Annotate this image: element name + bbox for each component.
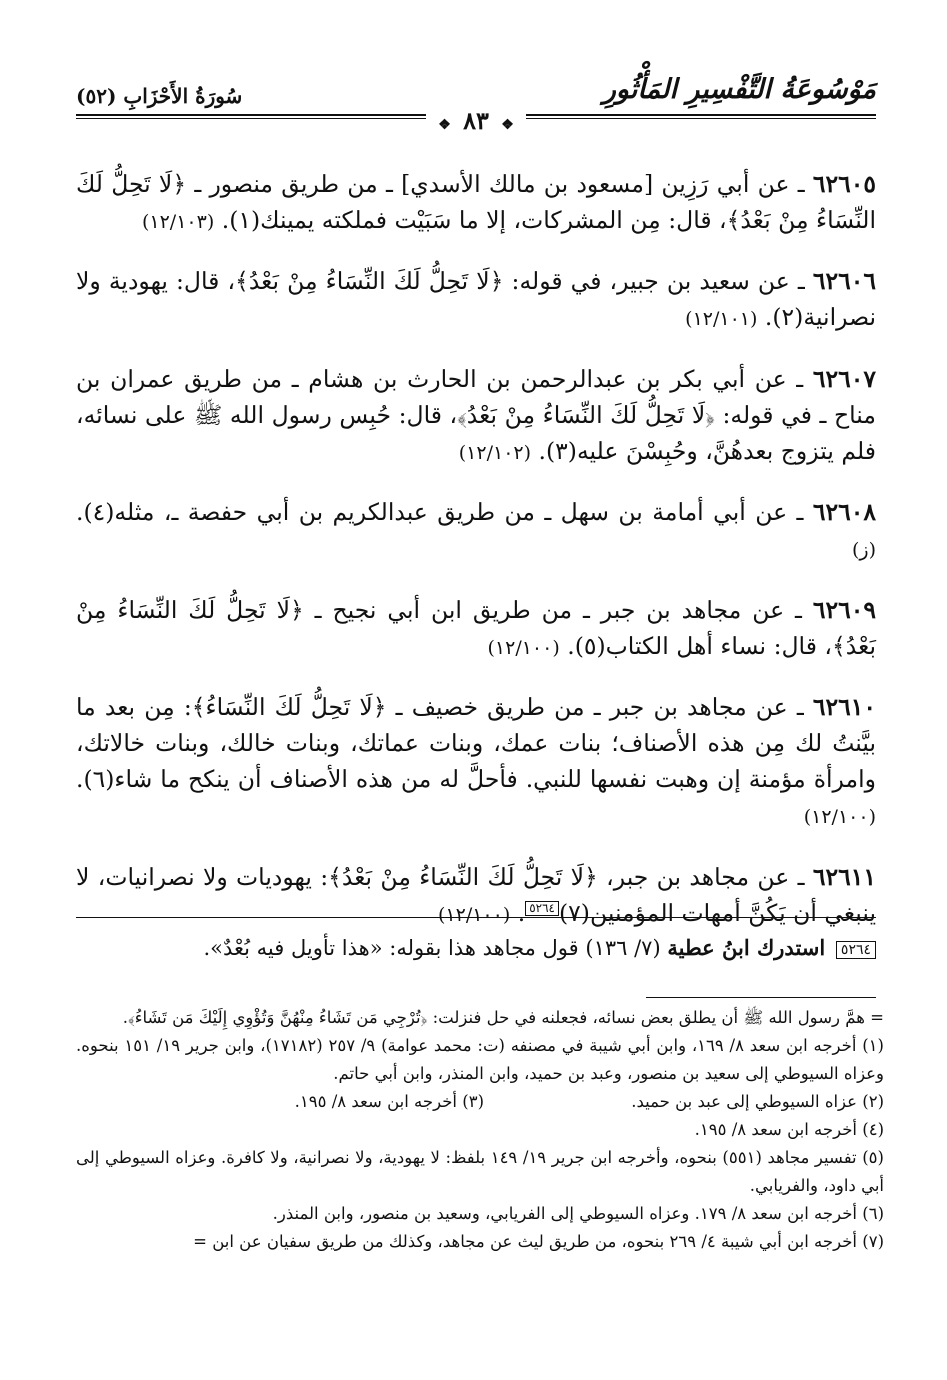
entry-reference: (١٢/١٠٠)	[803, 806, 876, 828]
ornament-icon: ❖	[501, 117, 514, 133]
footnotes	[76, 1004, 884, 1256]
comment-text: (٧/ ١٣٦) قول مجاهد هذا بقوله: «هذا تأويل فيه بُعْدٌ».	[203, 936, 661, 960]
footnote-continuation: = همَّ رسول الله ﷺ أن يطلق بعض نسائه، فجعلنه في حل فنزلت: ﴿تُرْجِي مَن تَشَاءُ مِنْهُنَّ وَتُؤْوِي إِلَيْكَ مَن تَشَاءُ﴾.	[122, 1008, 884, 1027]
entry	[76, 689, 876, 835]
footnote-6: (٦) أخرجه ابن سعد ٨/ ١٧٩. وعزاه السيوطي إلى الفريابي، وسعيد بن منصور، وابن المنذر.	[272, 1204, 884, 1223]
comment-separator	[76, 917, 876, 918]
entry-number: ٦٢٦٠٧	[812, 364, 876, 393]
entry-text: ـ عن أبي بكر بن عبدالرحمن بن الحارث بن هشام ـ من طريق عمران بن مناح ـ في قوله: ﴿لَا تَحِلُّ لَكَ النِّسَاءُ مِنْ بَعْدُ﴾، قال: حُبِس رسول الله ﷺ على نسائه، فلم يتزوج بعدهُنَّ، وحُبِسْنَ عليه(٣).	[76, 364, 876, 465]
footnote-1: (١) أخرجه ابن سعد ٨/ ١٦٩، وابن أبي شيبة في مصنفه (ت: محمد عوامة) ٩/ ٢٥٧ (١٧١٨٢)، وابن جرير ١٩/ ١٥١ بنحوه. وعزاه السيوطي إلى سعيد بن منصور، وعبد بن حميد، وابن المنذر، وابن أبي حاتم.	[76, 1036, 884, 1083]
entry-number: ٦٢٦٠٥	[812, 169, 876, 198]
entry-text: ـ عن سعيد بن جبير، في قوله: ﴿لَا تَحِلُّ لَكَ النِّسَاءُ مِنْ بَعْدُ﴾، قال: يهودية ولا نصرانية(٢).	[76, 267, 876, 331]
entry-reference: (١٢/١٠٣)	[141, 210, 215, 233]
footnote-7: (٧) أخرجه ابن أبي شيبة ٤/ ٢٦٩ بنحوه، من طريق ليث عن مجاهد، وكذلك من طريق سفيان عن ابن =	[193, 1232, 884, 1251]
entry	[76, 166, 876, 240]
footnote-row	[76, 1088, 884, 1116]
entry-text: ـ عن أبي أمامة بن سهل ـ من طريق عبدالكريم بن أبي حفصة ـ، مثله(٤).	[76, 498, 804, 526]
page	[76, 62, 884, 1362]
footnote-separator	[646, 997, 876, 998]
entry-text: ـ عن مجاهد بن جبر، ﴿لَا تَحِلُّ لَكَ النِّسَاءُ مِنْ بَعْدُ﴾: يهوديات ولا نصرانيات، لا ينبغي أن يَكُنَّ أمهات المؤمنين(٧)	[76, 862, 876, 927]
entries-list	[76, 142, 876, 940]
entry	[76, 494, 876, 568]
entry-text: ـ عن مجاهد بن جبر ـ من طريق ابن أبي نجيح ـ ﴿لَا تَحِلُّ لَكَ النِّسَاءُ مِنْ بَعْدُ﴾، قال: نساء أهل الكتاب(٥).	[76, 595, 876, 660]
entry	[76, 361, 876, 471]
entry-reference: (١٢/١٠٠)	[437, 903, 511, 926]
footnote-4: (٤) أخرجه ابن سعد ٨/ ١٩٥.	[694, 1120, 884, 1139]
entry-text: ـ عن مجاهد بن جبر ـ من طريق خصيف ـ ﴿لَا تَحِلُّ لَكَ النِّسَاءُ﴾: مِن بعد ما بيَّنتُ لك مِن هذه الأصناف؛ بنات عمك، وبنات عماتك، وبنات خالك، وبنات خالاتك، وامرأة مؤمنة إن وهبت نفسها للنبي. فأحلَّ له من هذه الأصناف أن ينكح ما شاء(٦).	[76, 693, 876, 793]
entry-reference: (١٢/١٠١)	[685, 308, 758, 330]
ornament-icon: ❖	[438, 117, 451, 133]
book-title: مَوْسُوعَةُ التَّفْسِيرِ المَأْثُورِ	[602, 74, 876, 105]
entry-number: ٦٢٦١١	[812, 862, 876, 891]
entry-number: ٦٢٦٠٨	[812, 498, 876, 526]
editor-comment	[76, 932, 876, 964]
page-number: ٨٣	[463, 106, 489, 135]
entry-reference: (ز)	[851, 539, 876, 561]
comment-lead: استدرك ابنُ عطية	[667, 935, 826, 960]
footnote-5: (٥) تفسير مجاهد (٥٥١) بنحوه، وأخرجه ابن جرير ١٩/ ١٤٩ بلفظ: لا يهودية، ولا نصرانية، ولا كافرة. وعزاه السيوطي إلى أبي داود، والفريابي.	[76, 1148, 884, 1195]
entry: ٦٢٦١١ ـ عن مجاهد بن جبر، ﴿لَا تَحِلُّ لَكَ النِّسَاءُ مِنْ بَعْدُ﴾: يهوديات ولا نصرانيات، لا ينبغي أن يَكُنَّ أمهات المؤمنين(٧)٥٢٦٤. (١٢/١٠٠)	[76, 862, 876, 927]
cross-ref-badge: ٥٢٦٤	[525, 901, 559, 916]
entry-number: ٦٢٦١٠	[812, 693, 876, 721]
entry-reference: (١٢/١٠٠)	[487, 636, 560, 659]
page-header	[76, 62, 876, 135]
footnote-3: (٣) أخرجه ابن سعد ٨/ ١٩٥.	[294, 1092, 484, 1111]
entry	[76, 592, 876, 666]
surah-title: سُورَةُ الأَحْزَابِ (٥٢)	[76, 84, 243, 108]
entry-number: ٦٢٦٠٦	[812, 267, 876, 295]
entry	[76, 263, 876, 337]
footnote-2: (٢) عزاه السيوطي إلى عبد بن حميد.	[631, 1092, 884, 1111]
comment-badge: ٥٢٦٤	[836, 941, 876, 959]
entry-reference: (١٢/١٠٢)	[458, 441, 532, 464]
entry-number: ٦٢٦٠٩	[812, 595, 876, 624]
entry-text: ـ عن أبي رَزِين [مسعود بن مالك الأسدي] ـ من طريق منصور ـ ﴿لَا تَحِلُّ لَكَ النِّسَاءُ مِنْ بَعْدُ﴾، قال: مِن المشركات، إلا ما سَبَيْت فملكته يمينك(١).	[76, 169, 876, 234]
page-number-box	[426, 106, 526, 135]
